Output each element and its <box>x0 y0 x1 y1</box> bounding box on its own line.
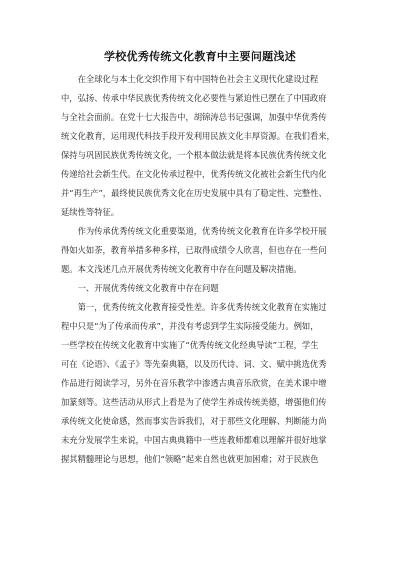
paragraph <box>61 298 339 469</box>
text-line: 可在《论语》、《孟子》等先秦典籍，以及历代诗、词、文、赋中挑选优秀 <box>61 359 327 369</box>
document-title: 学校优秀传统文化教育中主要问题浅述 <box>103 50 297 63</box>
text-line: 一些学校在传统文化教育中实施了“优秀传统文化经典导读”工程，学生 <box>61 340 319 350</box>
paragraph <box>61 279 339 298</box>
text-line: 一、开展优秀传统文化教育中存在问题 <box>61 283 219 293</box>
text-line: 未充分发展学生来说，中国古典典籍中一些连教师都难以理解并很好地掌 <box>61 435 327 445</box>
text-line: 握其精髓理论与思想，他们“领略”起来自然也就更加困难；对于民族色 <box>61 454 319 464</box>
paragraph <box>61 222 339 279</box>
text-line: 作品进行阅读学习，另外在音乐教学中渗透古典音乐欣赏，在美术课中增 <box>61 378 327 388</box>
text-line: 统文化教育，运用现代科技手段开发利用民族文化丰厚资源。在我们看来， <box>61 131 335 141</box>
text-line: 得如火如荼，教育举措多种多样，已取得成绩令人欣喜，但也存在一些问 <box>61 245 327 255</box>
document-body <box>61 70 339 469</box>
text-line: 题。本文浅述几点开展优秀传统文化教育中存在问题及解决措施。 <box>61 264 302 274</box>
text-line: 与全社会面前。在党十七大报告中，胡锦涛总书记强调，加强中华优秀传 <box>61 112 327 122</box>
text-line: 加篆刻等。这些活动从形式上看是为了使学生养成传统美德，增强他们传 <box>61 397 327 407</box>
paragraph <box>61 70 339 222</box>
text-line: 承传统文化使命感，然而事实告诉我们，对于那些文化理解、判断能力尚 <box>61 416 327 426</box>
text-line: 保持与巩固民族优秀传统文化，一个根本做法就是将本民族优秀传统文化 <box>61 150 327 160</box>
text-line: 在全球化与本土化交织作用下有中国特色社会主义现代化建设过程 <box>61 74 319 84</box>
text-line: 作为传承优秀传统文化重要渠道，优秀传统文化教育在许多学校开展 <box>61 226 327 236</box>
text-line: 延续性等特征。 <box>61 207 120 217</box>
text-line: 并“再生产”，最终使民族优秀文化在历史发展中具有了稳定性、完整性、 <box>61 188 327 198</box>
text-line: 第一，优秀传统文化教育接受性差。许多优秀传统文化教育在实施过 <box>61 302 327 312</box>
text-line: 程中只是“为了传承而传承”，并没有考虑到学生实际接受能力。例如， <box>61 321 319 331</box>
text-line: 中，弘扬、传承中华民族优秀传统文化必要性与紧迫性已摆在了中国政府 <box>61 93 327 103</box>
text-line: 传递给社会新生代。在文化传承过程中，优秀传统文化被社会新生代内化 <box>61 169 327 179</box>
